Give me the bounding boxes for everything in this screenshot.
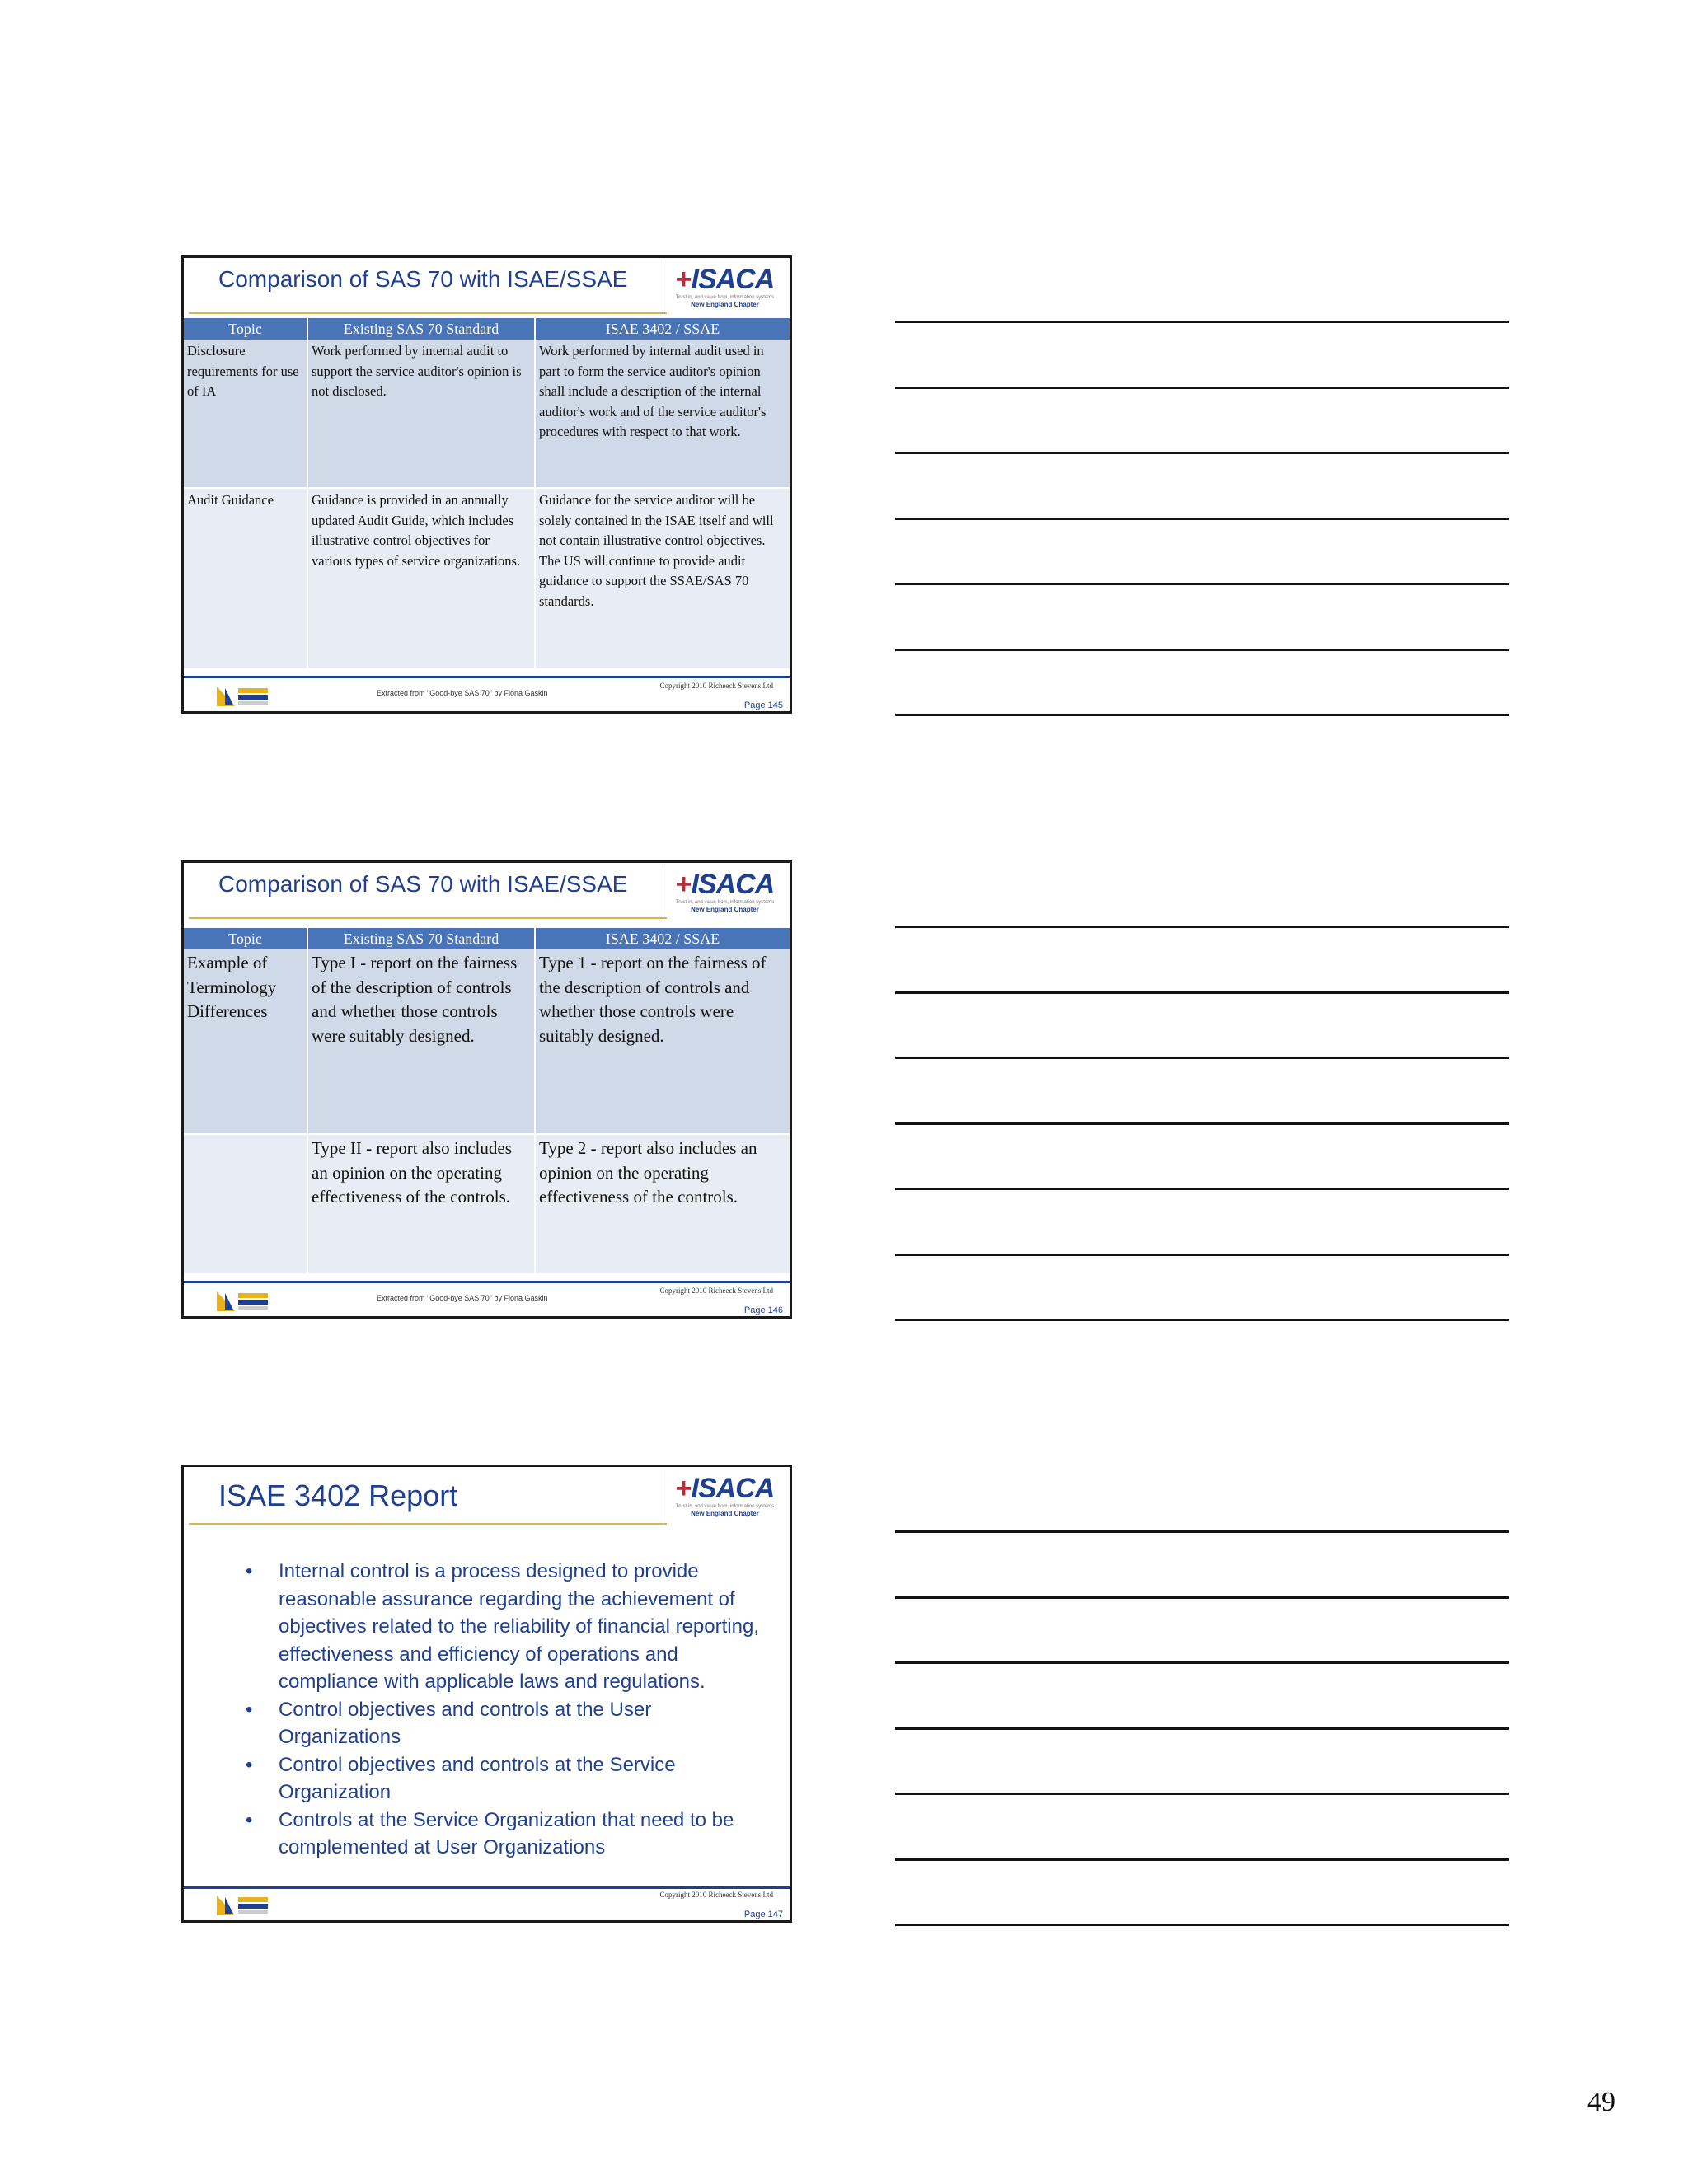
footer-logo [217, 687, 268, 706]
slide-145 [181, 255, 792, 714]
cell-topic [184, 1134, 307, 1274]
slide-title: Comparison of SAS 70 with ISAE/SSAE [218, 266, 628, 292]
note-line [895, 452, 1509, 454]
copyright: Copyright 2010 Richeeck Stevens Ltd [659, 1286, 773, 1295]
logo-word: +ISACA [675, 1473, 775, 1504]
note-line [895, 1596, 1509, 1599]
header-topic: Topic [184, 318, 307, 340]
comparison-table [184, 318, 790, 670]
note-line [895, 1122, 1509, 1125]
note-line [895, 321, 1509, 323]
bullet-icon: • [246, 1753, 253, 1776]
title-rule [189, 312, 667, 314]
list-item: • Control objectives and controls at the Service Organization [217, 1751, 761, 1807]
cell-sas70: Guidance is provided in an annually updated Audit Guide, which includes illustrative control objectives for various types of service organizations. [307, 488, 535, 669]
logo-chapter: New England Chapter [691, 301, 759, 308]
table-header-row [184, 318, 790, 340]
isaca-cross-icon: + [675, 1473, 692, 1504]
cell-sas70: Type I - report on the fairness of the description of controls and whether those controls were suitably designed. [307, 949, 535, 1134]
note-line [895, 714, 1509, 716]
header-sas70: Existing SAS 70 Standard [307, 928, 535, 949]
title-rule [189, 917, 667, 919]
footer-logo [217, 1896, 268, 1915]
page-number: 49 [1587, 2087, 1615, 2117]
table-row [184, 949, 790, 1134]
list-item: • Internal control is a process designed to provide reasonable assurance regarding the achievement of objectives related to the reliability of financial reporting, effectiveness and efficiency of operations and compliance with applicable laws and regulations. [217, 1558, 761, 1696]
footer-rule [184, 1281, 790, 1283]
table-row [184, 488, 790, 669]
title-rule [189, 1523, 667, 1525]
note-line [895, 1858, 1509, 1861]
logo-word: +ISACA [675, 264, 775, 295]
note-line [895, 1057, 1509, 1059]
logo-word: +ISACA [675, 869, 775, 900]
isaca-logo [663, 866, 786, 921]
isaca-logo [663, 261, 786, 316]
note-line [895, 1188, 1509, 1190]
header-topic: Topic [184, 928, 307, 949]
slide-146 [181, 860, 792, 1319]
note-line [895, 991, 1509, 994]
table-header-row [184, 928, 790, 949]
source-credit: Extracted from "Good-bye SAS 70" by Fiona Gaskin [377, 1294, 548, 1302]
bullet-icon: • [246, 1698, 253, 1721]
header-isae: ISAE 3402 / SSAE [535, 318, 790, 340]
cell-sas70: Type II - report also includes an opinion on the operating effectiveness of the controls. [307, 1134, 535, 1274]
slide-147 [181, 1465, 792, 1923]
footer-logo [217, 1291, 268, 1311]
note-line [895, 649, 1509, 651]
slide-page-number: Page 147 [743, 1910, 783, 1919]
note-line [895, 387, 1509, 389]
note-line [895, 1727, 1509, 1730]
slide-page-number: Page 145 [743, 701, 783, 710]
isaca-cross-icon: + [675, 869, 692, 900]
cell-topic: Audit Guidance [184, 488, 307, 669]
note-line [895, 926, 1509, 928]
bullet-list [217, 1558, 761, 1862]
logo-tagline: Trust in, and value from, information systems [675, 900, 775, 905]
cell-isae: Type 1 - report on the fairness of the description of controls and whether those controls were suitably designed. [535, 949, 790, 1134]
slide-page-number: Page 146 [743, 1305, 783, 1315]
isaca-logo [663, 1470, 786, 1525]
header-sas70: Existing SAS 70 Standard [307, 318, 535, 340]
cell-isae: Guidance for the service auditor will be solely contained in the ISAE itself and will not contain illustrative control objectives. The US will continue to provide audit guidance to support the SSAE/SAS 70 standards. [535, 488, 790, 669]
note-line [895, 1254, 1509, 1256]
logo-chapter: New England Chapter [691, 1510, 759, 1517]
footer-rule [184, 676, 790, 678]
logo-chapter: New England Chapter [691, 906, 759, 913]
cell-topic: Disclosure requirements for use of IA [184, 340, 307, 488]
list-item: • Controls at the Service Organization that need to be complemented at User Organizations [217, 1807, 761, 1862]
table-row [184, 340, 790, 488]
cell-isae: Work performed by internal audit used in part to form the service auditor's opinion shall include a description of the internal auditor's work and of the service auditor's procedures with respect to that work. [535, 340, 790, 488]
cell-isae: Type 2 - report also includes an opinion on the operating effectiveness of the controls. [535, 1134, 790, 1274]
note-line [895, 1530, 1509, 1533]
header-isae: ISAE 3402 / SSAE [535, 928, 790, 949]
footer-rule [184, 1886, 790, 1889]
note-line [895, 518, 1509, 520]
table-row [184, 1134, 790, 1274]
isaca-cross-icon: + [675, 264, 692, 295]
copyright: Copyright 2010 Richeeck Stevens Ltd [659, 682, 773, 690]
note-line [895, 1924, 1509, 1926]
slide-title: Comparison of SAS 70 with ISAE/SSAE [218, 871, 628, 897]
logo-tagline: Trust in, and value from, information systems [675, 1504, 775, 1509]
note-line [895, 1319, 1509, 1321]
note-line [895, 583, 1509, 585]
logo-tagline: Trust in, and value from, information systems [675, 295, 775, 300]
note-line [895, 1793, 1509, 1795]
slide-title: ISAE 3402 Report [218, 1479, 458, 1512]
cell-sas70: Work performed by internal audit to support the service auditor's opinion is not disclosed. [307, 340, 535, 488]
source-credit: Extracted from "Good-bye SAS 70" by Fiona Gaskin [377, 689, 548, 697]
bullet-icon: • [246, 1808, 253, 1831]
cell-topic: Example of Terminology Differences [184, 949, 307, 1134]
comparison-table [184, 928, 790, 1275]
copyright: Copyright 2010 Richeeck Stevens Ltd [659, 1891, 773, 1899]
list-item: • Control objectives and controls at the User Organizations [217, 1696, 761, 1751]
bullet-icon: • [246, 1560, 253, 1582]
note-line [895, 1661, 1509, 1664]
